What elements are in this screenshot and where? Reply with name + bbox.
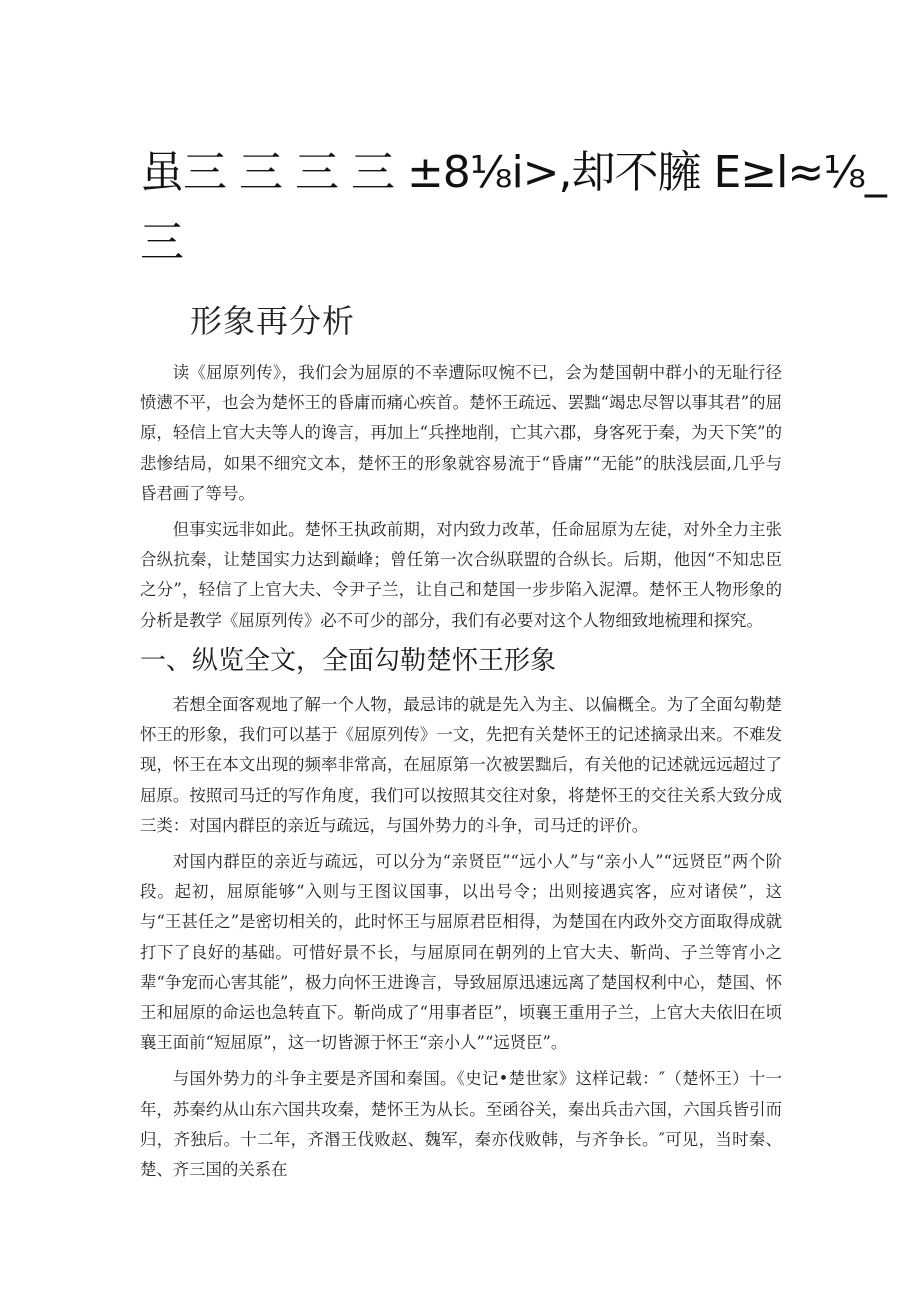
article-title: 形象再分析 [190,302,356,340]
paragraph: 若想全面客观地了解一个人物，最忌讳的就是先入为主、以偏概全。为了全面勾勒楚怀王的形象，我们可以基于《屈原列传》一文，先把有关楚怀王的记述摘录出来。不难发现，怀王在本文出现的频率非常高，在屈原第一次被罢黜后，有关他的记述就远远超过了屈原。按照司马迁的写作角度，我们可以按照其交往对象，将楚怀王的交往关系大致分成三类：对国内群臣的亲近与疏远，与国外势力的斗争，司马迁的评价。 [140,695,782,835]
garbled-header-line-1: 虽三 三 三 三 ±8⅛i>,却不臃 E≥l≈⅛_ [140,147,886,198]
paragraph: 与国外势力的斗争主要是齐国和秦国。《史记•楚世家》这样记载：″（楚怀王）十一年，苏秦约从山东六国共攻秦，楚怀王为从长。至函谷关，秦出兵击六国，六国兵皆引而归，齐独后。十二年，齐湣王伐败赵、魏军，秦亦伐败韩，与齐争长。″可见，当时秦、楚、齐三国的关系在 [140,1069,782,1180]
paragraph: 读《屈原列传》，我们会为屈原的不幸遭际叹惋不已，会为楚国朝中群小的无耻行径愤懑不平，也会为楚怀王的昏庸而痛心疾首。楚怀王疏远、罢黜“竭忠尽智以事其君”的屈原，轻信上官大夫等人的谗言，再加上“兵挫地削，亡其六郡，身客死于秦，为天下笑”的悲惨结局，如果不细究文本，楚怀王的形象就容易流于“昏庸”“无能”的肤浅层面,几乎与昏君画了等号。 [140,363,782,503]
garbled-header-line-2: 三 [140,217,183,268]
garbled-header [140,138,886,278]
section-heading: 一、纵览全文，全面勾勒楚怀王形象 [140,646,557,676]
paragraph: 对国内群臣的亲近与疏远，可以分为“亲贤臣”“远小人”与“亲小人”“远贤臣”两个阶段。起初，屈原能够“入则与王图议国事，以出号令；出则接遇宾客，应对诸侯”，这与“王甚任之”是密切相关的，此时怀王与屈原君臣相得，为楚国在内政外交方面取得成就打下了良好的基础。可惜好景不长，与屈原同在朝列的上官大夫、靳尚、子兰等宵小之辈“争宠而心害其能”，极力向怀王进谗言，导致屈原迅速远离了楚国权利中心，楚国、怀王和屈原的命运也急转直下。靳尚成了“用事者臣”，顷襄王重用子兰，上官大夫依旧在顷襄王面前“短屈原”，这一切皆源于怀王“亲小人”“远贤臣”。 [140,852,782,1053]
section-1-body [140,690,782,1191]
intro-section [140,358,782,642]
paragraph: 但事实远非如此。楚怀王执政前期，对内致力改革，任命屈原为左徒，对外全力主张合纵抗秦，让楚国实力达到巅峰；曾任第一次合纵联盟的合纵长。后期，他因“不知忠臣之分”，轻信了上官大夫、令尹子兰，让自己和楚国一步步陷入泥潭。楚怀王人物形象的分析是教学《屈原列传》必不可少的部分，我们有必要对这个人物细致地梳理和探究。 [140,520,782,630]
